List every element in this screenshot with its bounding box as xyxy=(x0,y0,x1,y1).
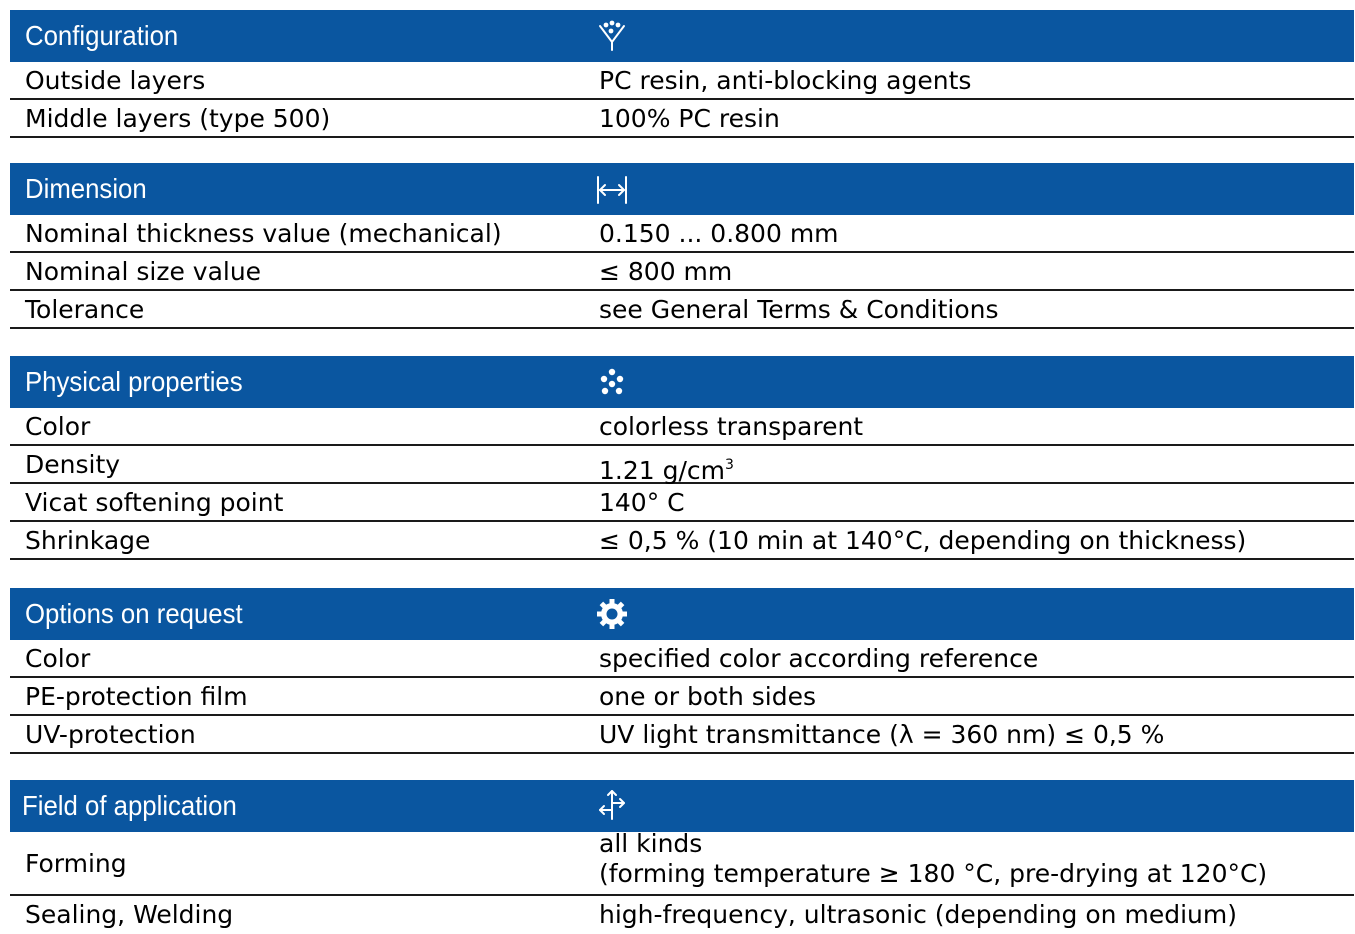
dots-cluster-icon xyxy=(594,366,630,398)
table-row xyxy=(10,408,1354,446)
row-value: 140° C xyxy=(599,488,685,517)
section-header xyxy=(10,10,1354,62)
table-row xyxy=(10,522,1354,560)
row-label: Color xyxy=(25,644,91,673)
split-arrows-icon xyxy=(594,788,630,820)
table-row xyxy=(10,896,1354,934)
row-label: Color xyxy=(25,412,91,441)
table-row xyxy=(10,291,1354,329)
row-value: high-frequency, ultrasonic (depending on medium) xyxy=(599,900,1237,929)
row-value: 100% PC resin xyxy=(599,104,780,133)
table-row xyxy=(10,446,1354,484)
density-value: 1.21 g/cm xyxy=(599,456,726,485)
row-label: Sealing, Welding xyxy=(25,900,234,929)
section-configuration xyxy=(10,10,1354,138)
row-value: specified color according reference xyxy=(599,644,1039,673)
row-label: Tolerance xyxy=(25,295,145,324)
row-label: Density xyxy=(25,450,121,479)
row-value: one or both sides xyxy=(599,682,816,711)
row-label: Outside layers xyxy=(25,66,206,95)
table-row xyxy=(10,253,1354,291)
row-label: Vicat softening point xyxy=(25,488,284,517)
table-row xyxy=(10,100,1354,138)
table-row xyxy=(10,215,1354,253)
section-header xyxy=(10,163,1354,215)
section-title: Options on request xyxy=(25,598,243,629)
section-title: Physical properties xyxy=(25,366,243,397)
row-label: Nominal size value xyxy=(25,257,262,286)
section-header xyxy=(10,356,1354,408)
table-row xyxy=(10,678,1354,716)
section-options-on-request xyxy=(10,588,1354,754)
row-label: Nominal thickness value (mechanical) xyxy=(25,219,502,248)
density-unit-exponent: 3 xyxy=(725,457,734,473)
table-row xyxy=(10,829,1354,896)
section-field-of-application xyxy=(10,780,1354,934)
row-value xyxy=(599,829,1267,889)
section-header xyxy=(10,588,1354,640)
row-label: Forming xyxy=(25,849,127,878)
row-value: PC resin, anti-blocking agents xyxy=(599,66,972,95)
fork-arrows-icon xyxy=(594,20,630,52)
row-value: 0.150 ... 0.800 mm xyxy=(599,219,839,248)
section-title: Field of application xyxy=(22,790,237,821)
row-value: ≤ 800 mm xyxy=(599,257,733,286)
row-value-line: all kinds xyxy=(599,829,703,858)
width-arrow-icon xyxy=(594,173,630,205)
row-label: PE-protection film xyxy=(25,682,248,711)
section-physical-properties xyxy=(10,356,1354,560)
section-dimension xyxy=(10,163,1354,329)
section-title: Configuration xyxy=(25,20,179,51)
table-row xyxy=(10,716,1354,754)
table-row xyxy=(10,484,1354,522)
row-label: UV-protection xyxy=(25,720,196,749)
section-header xyxy=(10,780,1354,832)
gear-icon xyxy=(594,598,630,630)
row-value: see General Terms & Conditions xyxy=(599,295,999,324)
row-value-line: (forming temperature ≥ 180 °C, pre-drying at 120°C) xyxy=(599,859,1268,888)
row-value: UV light transmittance (λ = 360 nm) ≤ 0,5 % xyxy=(599,720,1165,749)
row-label: Shrinkage xyxy=(25,526,151,555)
table-row xyxy=(10,640,1354,678)
section-title: Dimension xyxy=(25,173,147,204)
table-row xyxy=(10,62,1354,100)
row-label: Middle layers (type 500) xyxy=(25,104,331,133)
row-value: ≤ 0,5 % (10 min at 140°C, depending on thickness) xyxy=(599,526,1247,555)
row-value: colorless transparent xyxy=(599,412,864,441)
